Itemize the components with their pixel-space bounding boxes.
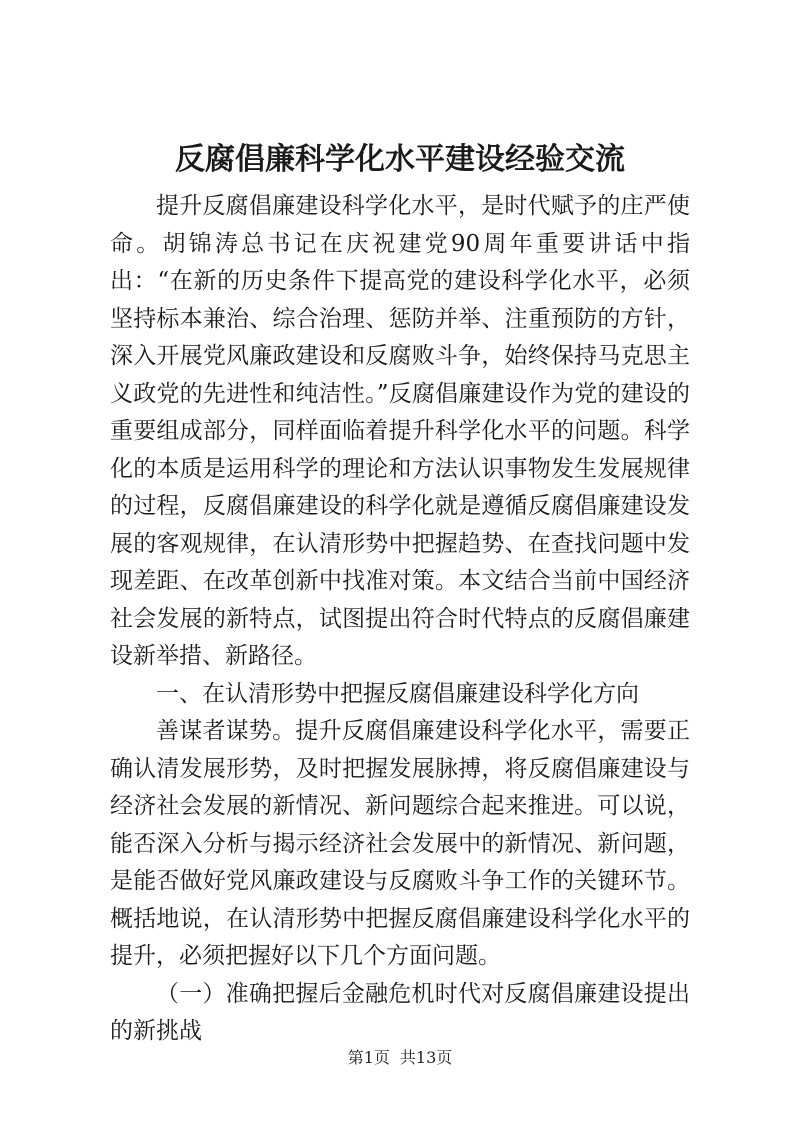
subsection-heading: （一）准确把握后金融危机时代对反腐倡廉建设提出的新挑战 — [110, 980, 690, 1044]
page-footer — [0, 1048, 800, 1068]
page-total: 共13页 — [399, 1048, 453, 1067]
document-title: 反腐倡廉科学化水平建设经验交流 — [175, 142, 625, 177]
section-paragraph: 善谋者谋势。提升反腐倡廉建设科学化水平，需要正确认清发展形势，及时把握发展脉搏，将反腐倡廉建设与经济社会发展的新情况、新问题综合起来推进。可以说，能否深入分析与揭示经济社会发展中的新情况、新问题，是能否做好党风廉政建设与反腐败斗争工作的关键环节。概括地说，在认清形势中把握反腐倡廉建设科学化水平的提升，必须把握好以下几个方面问题。 — [110, 718, 690, 969]
page-number: 第1页 — [347, 1048, 390, 1067]
section-heading: 一、在认清形势中把握反腐倡廉建设科学化方向 — [156, 680, 639, 707]
intro-paragraph: 提升反腐倡廉建设科学化水平，是时代赋予的庄严使命。胡锦涛总书记在庆祝建党90周年重要讲话中指出：“在新的历史条件下提高党的建设科学化水平，必须坚持标本兼治、综合治理、惩防并举、注重预防的方针，深入开展党风廉政建设和反腐败斗争，始终保持马克思主义政党的先进性和纯洁性。”反腐倡廉建设作为党的建设的重要组成部分，同样面临着提升科学化水平的问题。科学化的本质是运用科学的理论和方法认识事物发生发展规律的过程，反腐倡廉建设的科学化就是遵循反腐倡廉建设发展的客观规律，在认清形势中把握趋势、在查找问题中发现差距、在改革创新中找准对策。本文结合当前中国经济社会发展的新特点，试图提出符合时代特点的反腐倡廉建设新举措、新路径。 — [110, 193, 690, 669]
document-body — [110, 188, 690, 1051]
